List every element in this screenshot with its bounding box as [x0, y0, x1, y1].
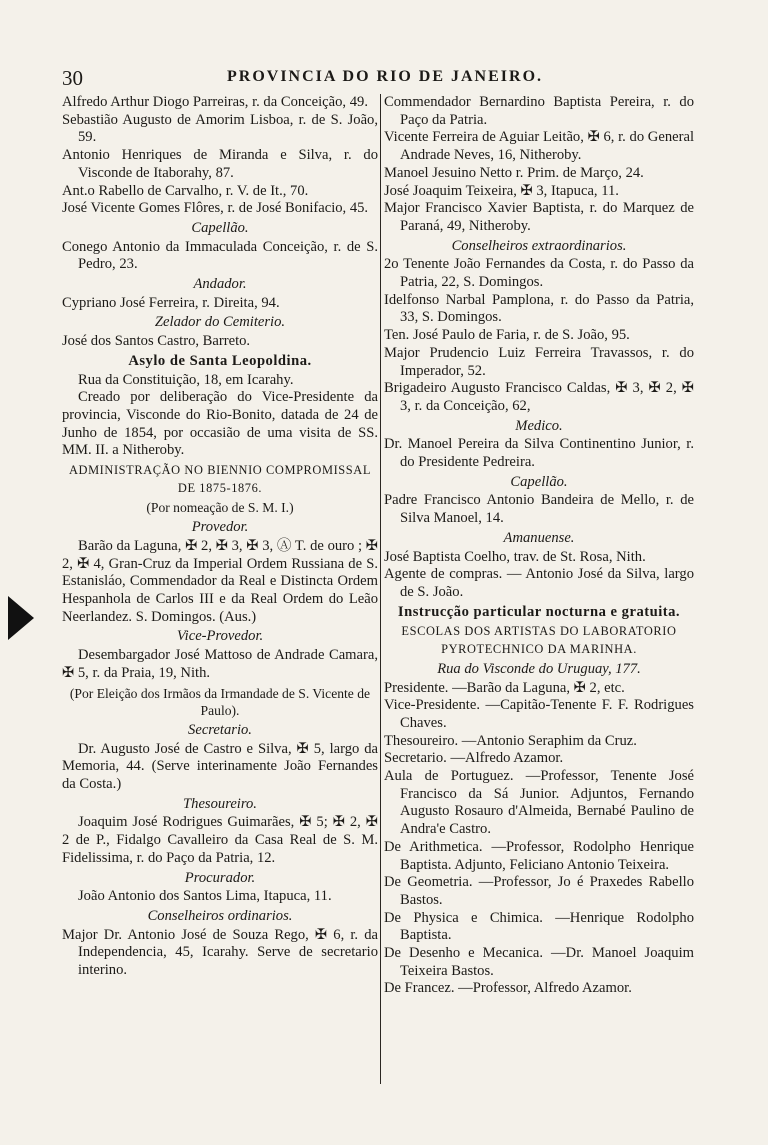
column-rule: [380, 94, 381, 1084]
running-head: PROVINCIA DO RIO DE JANEIRO.: [226, 68, 544, 85]
vice-provedor-heading: Vice-Provedor.: [176, 628, 264, 645]
school-entry: Aula de Portuguez. —Professor, Tenente José Francisco da Sá Junior. Adjuntos, Fernando Augusto Rosauro d'Almeida, Bernabé Paulino de Andra'e Castro.: [384, 768, 694, 838]
procurador-entry: João Antonio dos Santos Lima, Itapuca, 11.: [78, 888, 332, 905]
provedor-heading: Provedor.: [191, 519, 249, 536]
extra-entry: 2o Tenente João Fernandes da Costa, r. do Passo da Patria, 22, S. Domingos.: [384, 256, 694, 291]
asylo-title: Asylo de Santa Leopoldina.: [128, 352, 312, 369]
extra-entry: Major Prudencio Luiz Ferreira Travassos, r. do Imperador, 52.: [384, 344, 694, 379]
binding-mark: [8, 596, 34, 640]
school-entry: De Francez. —Professor, Alfredo Azamor.: [384, 980, 632, 997]
capellao-heading-right: Capellão.: [510, 473, 568, 490]
vice-provedor-note: (Por Eleição dos Irmãos da Irmandade de S. Vicente de Paulo).: [69, 685, 371, 719]
medico-heading: Medico.: [515, 417, 563, 434]
medico-entry: Dr. Manoel Pereira da Silva Continentino Junior, r. do Presidente Pedreira.: [384, 436, 694, 471]
school-entry: De Geometria. —Professor, Jo é Praxedes Rabello Bastos.: [384, 874, 694, 908]
left-column: [62, 94, 378, 980]
school-entry: Presidente. —Barão da Laguna, ✠ 2, etc.: [384, 679, 625, 696]
left-entry: José Vicente Gomes Flôres, r. de José Bonifacio, 45.: [62, 200, 369, 217]
amanuense-heading: Amanuense.: [503, 529, 575, 546]
school-entry: Secretario. —Alfredo Azamor.: [384, 750, 564, 767]
provedor-entry: Barão da Laguna, ✠ 2, ✠ 3, ✠ 3, Ⓐ T. de ouro ; ✠ 2, ✠ 4, Gran-Cruz da Imperial Ordem Russiana de S. Estanisláo, Commendador da Real e Distincta Ordem Hespanhola de Carlos III e da Real Ordem do Leão Neerlandez. S. Domingos. (Aus.): [62, 537, 378, 625]
andador-heading: Andador.: [193, 276, 247, 293]
right-entry: Major Francisco Xavier Baptista, r. do Marquez de Paraná, 49, Nitheroby.: [384, 200, 694, 234]
extra-entry: Idelfonso Narbal Pamplona, r. do Passo da Patria, 33, S. Domingos.: [384, 291, 694, 326]
rua-heading: Rua do Visconde do Uruguay, 177.: [437, 660, 641, 677]
right-column: [384, 94, 694, 998]
left-entry: Antonio Henriques de Miranda e Silva, r. do Visconde de Itaborahy, 87.: [62, 147, 378, 181]
right-entry: José Joaquim Teixeira, ✠ 3, Itapuca, 11.: [384, 182, 619, 199]
administracao-heading: ADMINISTRAÇÃO NO BIENNIO COMPROMISSAL DE 1875-1876.: [68, 463, 372, 495]
right-entry: Commendador Bernardino Baptista Pereira, r. do Paço da Patria.: [384, 94, 694, 128]
page-number: 30: [62, 66, 83, 90]
left-entry: Alfredo Arthur Diogo Parreiras, r. da Conceição, 49.: [62, 94, 368, 110]
escolas-heading: ESCOLAS DOS ARTISTAS DO LABORATORIO PYROTECHNICO DA MARINHA.: [401, 624, 677, 657]
school-entry: De Physica e Chimica. —Henrique Rodolpho Baptista.: [384, 909, 694, 944]
school-entry: De Desenho e Mecanica. —Dr. Manoel Joaquim Teixeira Bastos.: [384, 945, 694, 979]
extra-entry: Brigadeiro Augusto Francisco Caldas, ✠ 3, ✠ 2, ✠ 3, r. da Conceição, 62,: [384, 380, 694, 414]
school-entry: De Arithmetica. —Professor, Rodolpho Henrique Baptista. Adjunto, Feliciano Antonio Teixeira.: [384, 838, 694, 873]
capellao-entry-right: Padre Francisco Antonio Bandeira de Mello, r. de Silva Manoel, 14.: [384, 492, 694, 527]
thesoureiro-heading: Thesoureiro.: [183, 795, 257, 812]
nomeacao-note: (Por nomeação de S. M. I.): [146, 500, 294, 516]
left-entry: Sebastião Augusto de Amorim Lisboa, r. de S. João, 59.: [62, 111, 378, 146]
school-entry: Vice-Presidente. —Capitão-Tenente F. F. Rodrigues Chaves.: [384, 697, 694, 731]
school-entry: Thesoureiro. —Antonio Seraphim da Cruz.: [384, 732, 637, 749]
zelador-heading: Zelador do Cemiterio.: [154, 314, 286, 331]
capellao-entry: Conego Antonio da Immaculada Conceição, r. de S. Pedro, 23.: [62, 238, 378, 273]
andador-entry: Cypriano José Ferreira, r. Direita, 94.: [62, 294, 280, 311]
vice-provedor-entry: Desembargador José Mattoso de Andrade Camara, ✠ 5, r. da Praia, 19, Nith.: [62, 647, 378, 681]
secretario-entry: Dr. Augusto José de Castro e Silva, ✠ 5, largo da Memoria, 44. (Serve interinamente João Fernandes da Costa.): [62, 740, 378, 793]
secretario-heading: Secretario.: [188, 721, 252, 738]
procurador-heading: Procurador.: [184, 869, 256, 886]
capellao-heading: Capellão.: [191, 219, 249, 236]
thesoureiro-entry: Joaquim José Rodrigues Guimarães, ✠ 5; ✠ 2, ✠ 2 de P., Fidalgo Cavalleiro da Casa Real de S. M. Fidelissima, r. do Paço da Patria, 12.: [62, 814, 378, 866]
left-entry: Ant.o Rabello de Carvalho, r. V. de It., 70.: [62, 182, 309, 199]
extra-entry: Ten. José Paulo de Faria, r. de S. João, 95.: [384, 327, 630, 344]
conselheiro-entry: Major Dr. Antonio José de Souza Rego, ✠ 6, r. da Independencia, 45, Icarahy. Serve de secretario interino.: [62, 926, 378, 979]
zelador-entry: José dos Santos Castro, Barreto.: [62, 333, 251, 350]
extraordinarios-heading: Conselheiros extraordinarios.: [451, 237, 627, 254]
right-entry: Vicente Ferreira de Aguiar Leitão, ✠ 6, r. do General Andrade Neves, 16, Nitheroby.: [384, 129, 694, 164]
conselheiros-heading: Conselheiros ordinarios.: [147, 907, 293, 924]
instrucao-heading: Instrucção particular nocturna e gratuita.: [397, 603, 681, 620]
amanuense-entry: José Baptista Coelho, trav. de St. Rosa, Nith.: [384, 548, 646, 565]
asylo-address: Rua da Constituição, 18, em Icarahy.: [78, 371, 294, 388]
right-entry: Manoel Jesuino Netto r. Prim. de Março, 24.: [384, 164, 644, 181]
agente-entry: Agente de compras. — Antonio José da Silva, largo de S. João.: [384, 566, 694, 600]
asylo-description: Creado por deliberação do Vice-Presidente da provincia, Visconde do Rio-Bonito, datada de 24 de Junho de 1854, por occasião de uma visita de SS. MM. II. a Nitheroby.: [62, 389, 378, 459]
